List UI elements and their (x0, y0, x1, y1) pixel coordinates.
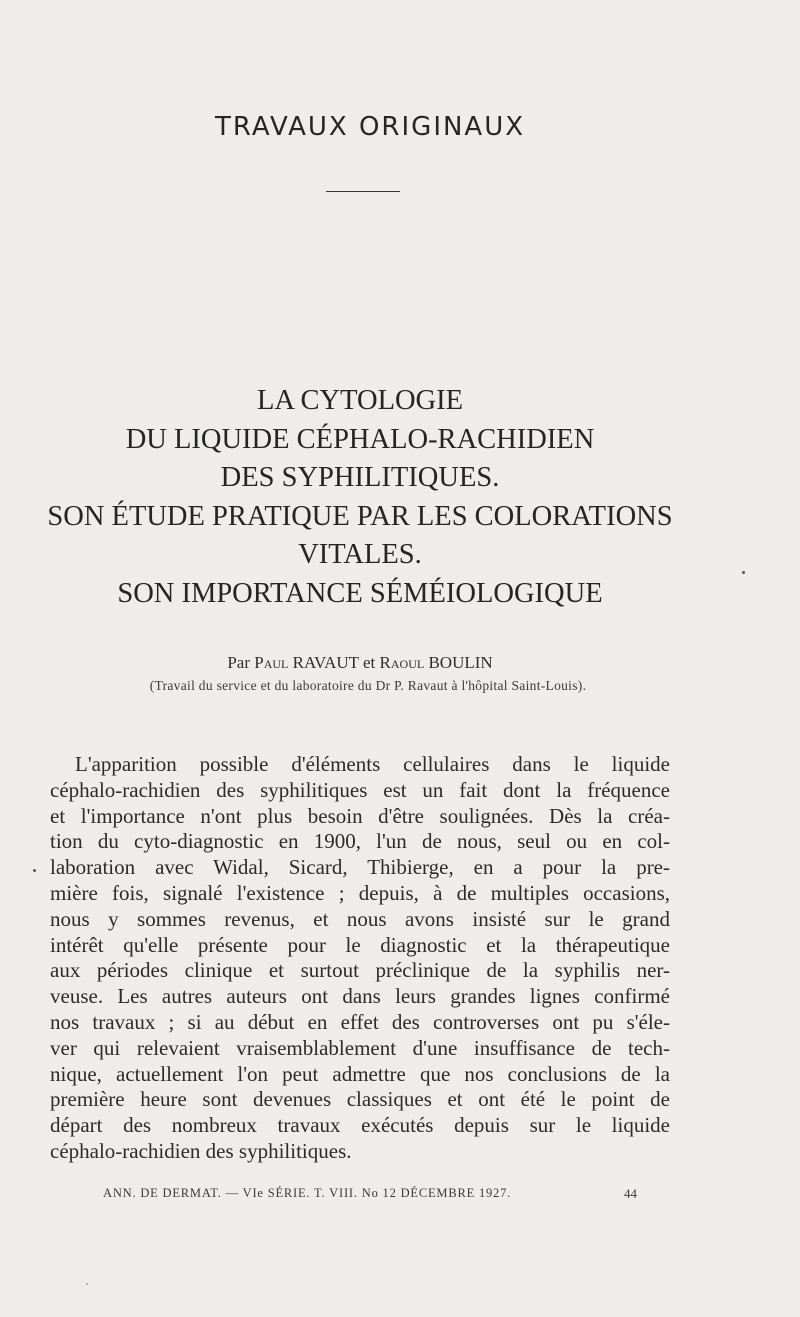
article-title (0, 382, 720, 613)
body-line: aux périodes clinique et surtout préclinique de la syphilis ner- (50, 958, 670, 983)
heading-rule (326, 191, 400, 192)
body-line: première heure sont devenues classiques et ont été le point de (50, 1087, 670, 1112)
byline-prefix: Par (227, 653, 250, 672)
paper-speck (86, 1283, 88, 1285)
author2-last-name: BOULIN (428, 653, 493, 672)
section-heading: TRAVAUX ORIGINAUX (214, 112, 526, 142)
title-line: LA CYTOLOGIE (256, 385, 464, 416)
author1-first-name: Paul (254, 653, 289, 672)
paper-speck (742, 571, 745, 574)
author-byline (0, 653, 720, 673)
body-line: veuse. Les autres auteurs ont dans leurs grandes lignes confirmé (50, 984, 670, 1009)
author1-last-name: RAVAUT (292, 653, 359, 672)
body-line: mière fois, signalé l'existence ; depuis, à de multiples occasions, (50, 880, 670, 905)
body-line: nous y sommes revenus, et nous avons insisté sur le grand (50, 906, 670, 931)
title-line: DU LIQUIDE CÉPHALO-RACHIDIEN (125, 423, 595, 455)
body-line: intérêt qu'elle présente pour le diagnostic et la thérapeutique (50, 932, 670, 957)
byline-conjunction: et (363, 653, 376, 672)
body-line: départ des nombreux travaux exécutés depuis sur le liquide (50, 1113, 670, 1138)
page-number: 44 (624, 1186, 637, 1201)
body-line: L'apparition possible d'éléments cellulaires dans le liquide (75, 752, 670, 776)
title-line: SON IMPORTANCE SÉMÉIOLOGIQUE (117, 577, 603, 609)
body-line: laboration avec Widal, Sicard, Thibierge, en a pour la pre- (50, 855, 670, 880)
body-line: céphalo-rachidien des syphilitiques. (50, 1138, 352, 1163)
journal-footer: ANN. DE DERMAT. — VIe SÉRIE. T. VIII. No 12 DÉCEMBRE 1927. (103, 1186, 512, 1200)
title-line: DES SYPHILITIQUES. (220, 462, 500, 493)
paper-speck (33, 869, 36, 872)
body-line: nos travaux ; si au début en effet des controverses ont pu s'éle- (50, 1009, 670, 1034)
body-paragraph (50, 752, 670, 1165)
author2-first-name: Raoul (379, 653, 425, 672)
affiliation-note: (Travail du service et du laboratoire du Dr P. Ravaut à l'hôpital Saint-Louis). (149, 678, 587, 693)
body-line: nique, actuellement l'on peut admettre que nos conclusions de la (50, 1061, 670, 1086)
title-line: VITALES. (298, 539, 422, 570)
body-line: ver qui relevaient vraisemblablement d'une insuffisance de tech- (50, 1035, 670, 1060)
body-line: tion du cyto-diagnostic en 1900, l'un de nous, seul ou en col- (50, 829, 670, 854)
body-line: céphalo-rachidien des syphilitiques est un fait dont la fréquence (50, 777, 670, 802)
body-line: et l'importance n'ont plus besoin d'être soulignées. Dès la créa- (50, 803, 670, 828)
title-line: SON ÉTUDE PRATIQUE PAR LES COLORATIONS (47, 500, 673, 532)
